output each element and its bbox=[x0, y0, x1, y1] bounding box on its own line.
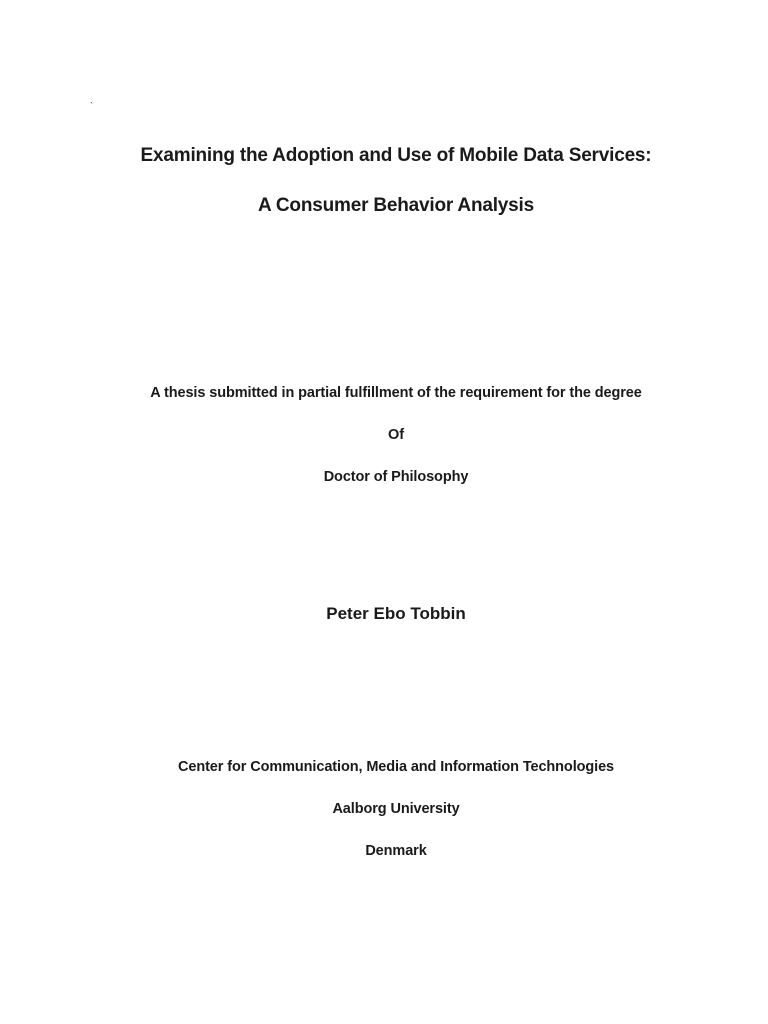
thesis-title-line-1: Examining the Adoption and Use of Mobile Data Services: bbox=[140, 145, 652, 166]
institution-country: Denmark bbox=[365, 843, 427, 859]
degree-name: Doctor of Philosophy bbox=[323, 469, 469, 485]
institution-center: Center for Communication, Media and Information Technologies bbox=[177, 759, 614, 775]
degree-of: Of bbox=[388, 427, 404, 443]
stray-mark: ` bbox=[90, 101, 93, 111]
author-name: Peter Ebo Tobbin bbox=[326, 604, 466, 623]
institution-university: Aalborg University bbox=[332, 801, 460, 817]
thesis-title-line-2: A Consumer Behavior Analysis bbox=[258, 195, 534, 216]
degree-statement: A thesis submitted in partial fulfillment of the requirement for the degree bbox=[150, 385, 642, 401]
